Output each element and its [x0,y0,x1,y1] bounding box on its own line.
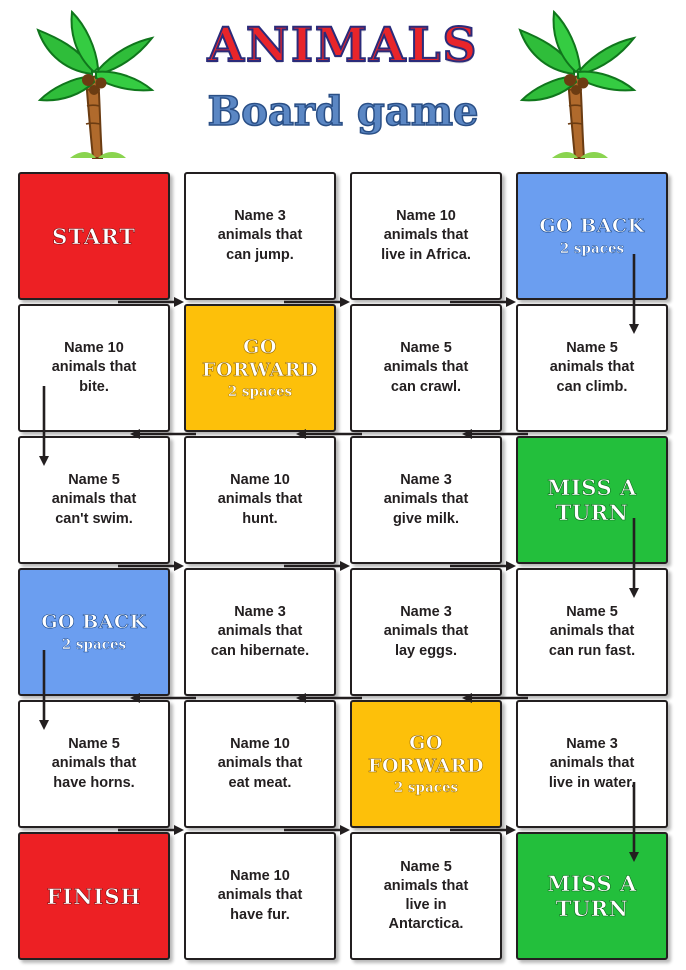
cell-sublabel: 2 spaces [61,636,127,653]
board-cell-r6c3[interactable] [350,832,502,960]
cell-task-line: animals that [383,227,469,244]
cell-task-line: lay eggs. [394,642,458,659]
cell-task-text [384,858,469,935]
board-cell-r3c1[interactable] [18,436,170,564]
cell-task-line: Name 10 [64,340,124,357]
cell-task-line: animals that [549,359,635,376]
cell-task-line: can hibernate. [210,642,310,659]
cell-task-line: can crawl. [390,378,462,395]
cell-task-text [218,867,303,924]
cell-label: GO FORWARD [201,335,319,381]
cell-task-line: Name 5 [68,472,120,489]
cell-task-line: have horns. [53,774,135,791]
board-cell-r1c2[interactable] [184,172,336,300]
cell-label: GO BACK [539,215,645,238]
page-subtitle: Board game [207,88,479,135]
board-cell-r3c4[interactable] [516,436,668,564]
cell-task-line: have fur. [230,906,290,923]
cell-task-text [384,339,469,396]
cell-task-text [381,207,471,264]
cell-task-text [218,735,303,792]
board-cell-r1c4[interactable] [516,172,668,300]
cell-task-line: Name 3 [400,472,452,489]
cell-task-line: animals that [383,623,469,640]
cell-task-text [549,603,635,660]
board-grid [18,172,668,960]
cell-task-line: animals that [51,359,137,376]
cell-task-line: Name 10 [230,736,290,753]
board-cell-r5c2[interactable] [184,700,336,828]
cell-task-line: animals that [51,755,137,772]
board-cell-r4c3[interactable] [350,568,502,696]
cell-task-line: Name 3 [400,604,452,621]
cell-task-line: hunt. [242,510,278,527]
cell-label: MISS A TURN [547,870,637,921]
cell-task-line: Name 10 [396,208,456,225]
cell-task-line: animals that [549,755,635,772]
cell-task-line: Name 5 [400,858,452,875]
cell-task-text [384,603,469,660]
cell-task-text [52,471,137,528]
cell-task-line: Name 3 [234,208,286,225]
page-header [0,0,686,170]
cell-task-text [52,339,137,396]
cell-task-line: can climb. [556,378,628,395]
cell-label: GO BACK [41,611,147,634]
cell-sublabel: 2 spaces [227,384,293,401]
cell-task-line: animals that [217,227,303,244]
cell-task-line: animals that [383,359,469,376]
cell-task-line: animals that [217,755,303,772]
cell-task-line: Name 10 [230,868,290,885]
page-title: ANIMALS [207,18,479,73]
board-cell-r5c3[interactable] [350,700,502,828]
cell-task-text [550,339,635,396]
cell-sublabel: 2 spaces [393,780,459,797]
cell-task-line: eat meat. [228,774,292,791]
cell-task-text [52,735,137,792]
cell-task-text [211,603,309,660]
cell-task-line: can run fast. [548,642,636,659]
cell-task-line: bite. [79,378,109,395]
cell-task-line: Name 10 [230,472,290,489]
cell-task-line: Name 3 [234,604,286,621]
cell-task-line: animals that [217,623,303,640]
board-cell-r2c4[interactable] [516,304,668,432]
cell-task-line: Name 5 [68,736,120,753]
cell-task-line: live in water. [548,774,636,791]
cell-label: FINISH [46,883,142,909]
board-cell-r1c3[interactable] [350,172,502,300]
board-cell-r2c2[interactable] [184,304,336,432]
board-cell-r5c1[interactable] [18,700,170,828]
cell-task-line: can jump. [226,246,294,263]
cell-task-line: give milk. [392,510,460,527]
board-cell-r4c1[interactable] [18,568,170,696]
board-cell-r6c1[interactable] [18,832,170,960]
cell-task-line: Name 5 [400,340,452,357]
cell-task-text [549,735,635,792]
board-cell-r3c3[interactable] [350,436,502,564]
cell-task-line: live in Africa. [381,246,471,263]
cell-task-text [218,471,303,528]
cell-label: GO FORWARD [367,731,485,777]
board-cell-r6c4[interactable] [516,832,668,960]
cell-task-line: Name 5 [566,604,618,621]
board-cell-r4c2[interactable] [184,568,336,696]
board-cell-r2c1[interactable] [18,304,170,432]
cell-label: START [52,223,136,249]
cell-task-line: Antarctica. [388,916,464,933]
board-cell-r1c1[interactable] [18,172,170,300]
cell-task-line: animals that [383,491,469,508]
board-cell-r5c4[interactable] [516,700,668,828]
cell-task-line: animals that [51,491,137,508]
cell-task-line: can't swim. [55,510,133,527]
cell-task-line: live in [405,897,447,913]
cell-label: MISS A TURN [547,474,637,525]
cell-task-line: Name 5 [566,340,618,357]
cell-task-line: animals that [217,491,303,508]
board-cell-r3c2[interactable] [184,436,336,564]
board-cell-r2c3[interactable] [350,304,502,432]
cell-task-line: animals that [549,623,635,640]
cell-task-line: animals that [217,887,303,904]
cell-task-line: Name 3 [566,736,618,753]
board-cell-r4c4[interactable] [516,568,668,696]
cell-sublabel: 2 spaces [559,240,625,257]
cell-task-text [218,207,303,264]
board-cell-r6c2[interactable] [184,832,336,960]
cell-task-text [384,471,469,528]
cell-task-line: animals that [383,877,469,894]
